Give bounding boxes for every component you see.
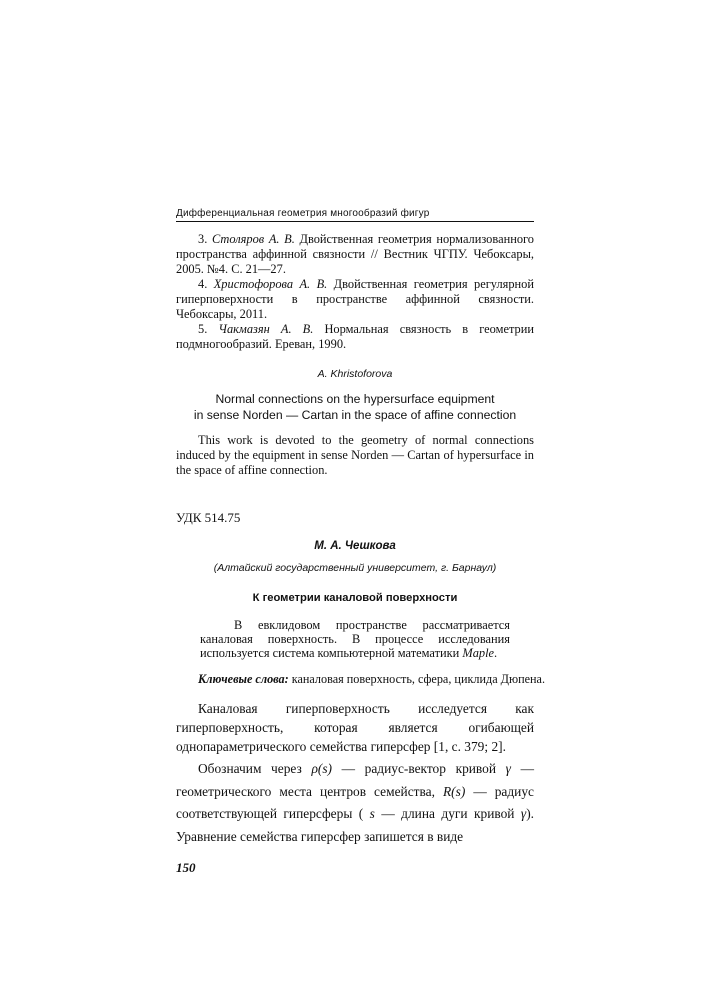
english-title-line-1: Normal connections on the hypersurface equipment — [215, 392, 495, 406]
running-head: Дифференциальная геометрия многообразий фигур — [176, 208, 534, 222]
abstract-end: . — [494, 646, 498, 660]
reference-item — [176, 322, 534, 352]
math-gamma: γ — [520, 806, 527, 821]
article-abstract — [200, 618, 510, 660]
page-number: 150 — [176, 860, 196, 875]
english-summary-author: A. Khristoforova — [317, 368, 393, 380]
body-text-run: ). Уравнение семейства гиперсфер запишется в виде — [176, 806, 534, 844]
reference-authors: Христофорова А. В. — [213, 277, 328, 291]
reference-authors: Столяров А. В. — [211, 232, 295, 246]
reference-number: 3. — [198, 232, 208, 246]
reference-item — [176, 277, 534, 322]
english-summary-title — [176, 391, 534, 423]
reference-text: Двойственная геометрия регулярной гиперповерхности в пространстве аффинной связности. Чебоксары, 2011. — [176, 277, 534, 321]
keywords-label: Ключевые слова: — [198, 672, 289, 686]
reference-number: 5. — [198, 322, 208, 336]
english-title-line-2: in sense Norden — Cartan in the space of affine connection — [193, 408, 517, 422]
journal-page — [176, 208, 545, 876]
math-gamma: γ — [505, 761, 511, 776]
udc-code: УДК 514.75 — [176, 510, 241, 525]
math-R-of-s: R(s) — [442, 783, 466, 799]
body-text-run: — радиус-вектор кривой — [341, 761, 497, 776]
article-keywords — [176, 672, 545, 687]
keywords-text: каналовая поверхность, сфера, циклида Дюпена. — [291, 672, 545, 686]
article-body — [176, 699, 534, 848]
reference-text: Нормальная связность в геометрии подмногообразий. Ереван, 1990. — [176, 322, 534, 351]
reference-list — [176, 232, 534, 352]
reference-number: 4. — [198, 277, 208, 291]
reference-authors: Чакмазян А. В. — [218, 322, 314, 336]
reference-item — [176, 232, 534, 277]
abstract-software-name: Maple — [462, 646, 495, 660]
math-s: s — [369, 806, 375, 821]
body-paragraph: Каналовая гиперповерхность исследуется как гиперповерхность, которая является огибающей однопараметрического семейства гиперсфер [1, с. 379; 2]. — [176, 701, 534, 754]
abstract-text: В евклидовом пространстве рассматривается каналовая поверхность. В процессе исследования используется система компьютерной математики — [200, 618, 510, 660]
body-text-run: — длина дуги кривой — [381, 806, 515, 821]
article-title: К геометрии каналовой поверхности — [252, 592, 458, 604]
math-rho-of-s: ρ(s) — [311, 761, 332, 776]
body-text-run: Обозначим через — [198, 761, 302, 776]
body-text-run: — радиус соответствующей гиперсферы ( — [176, 783, 534, 821]
article-author: М. А. Чешкова — [314, 540, 396, 552]
article-affiliation: (Алтайский государственный университет, г. Барнаул) — [213, 562, 497, 574]
body-paragraph — [176, 758, 534, 848]
english-summary-abstract: This work is devoted to the geometry of normal connections induced by the equipment in sense Norden — Cartan of hypersurface in the space of affine connection. — [176, 433, 534, 477]
reference-text: Двойственная геометрия нормализованного пространства аффинной связности // Вестник ЧГПУ. Чебоксары, 2005. №4. С. 21—27. — [176, 232, 534, 276]
body-text-run: — геометрического места центров семейства, — [176, 761, 534, 799]
